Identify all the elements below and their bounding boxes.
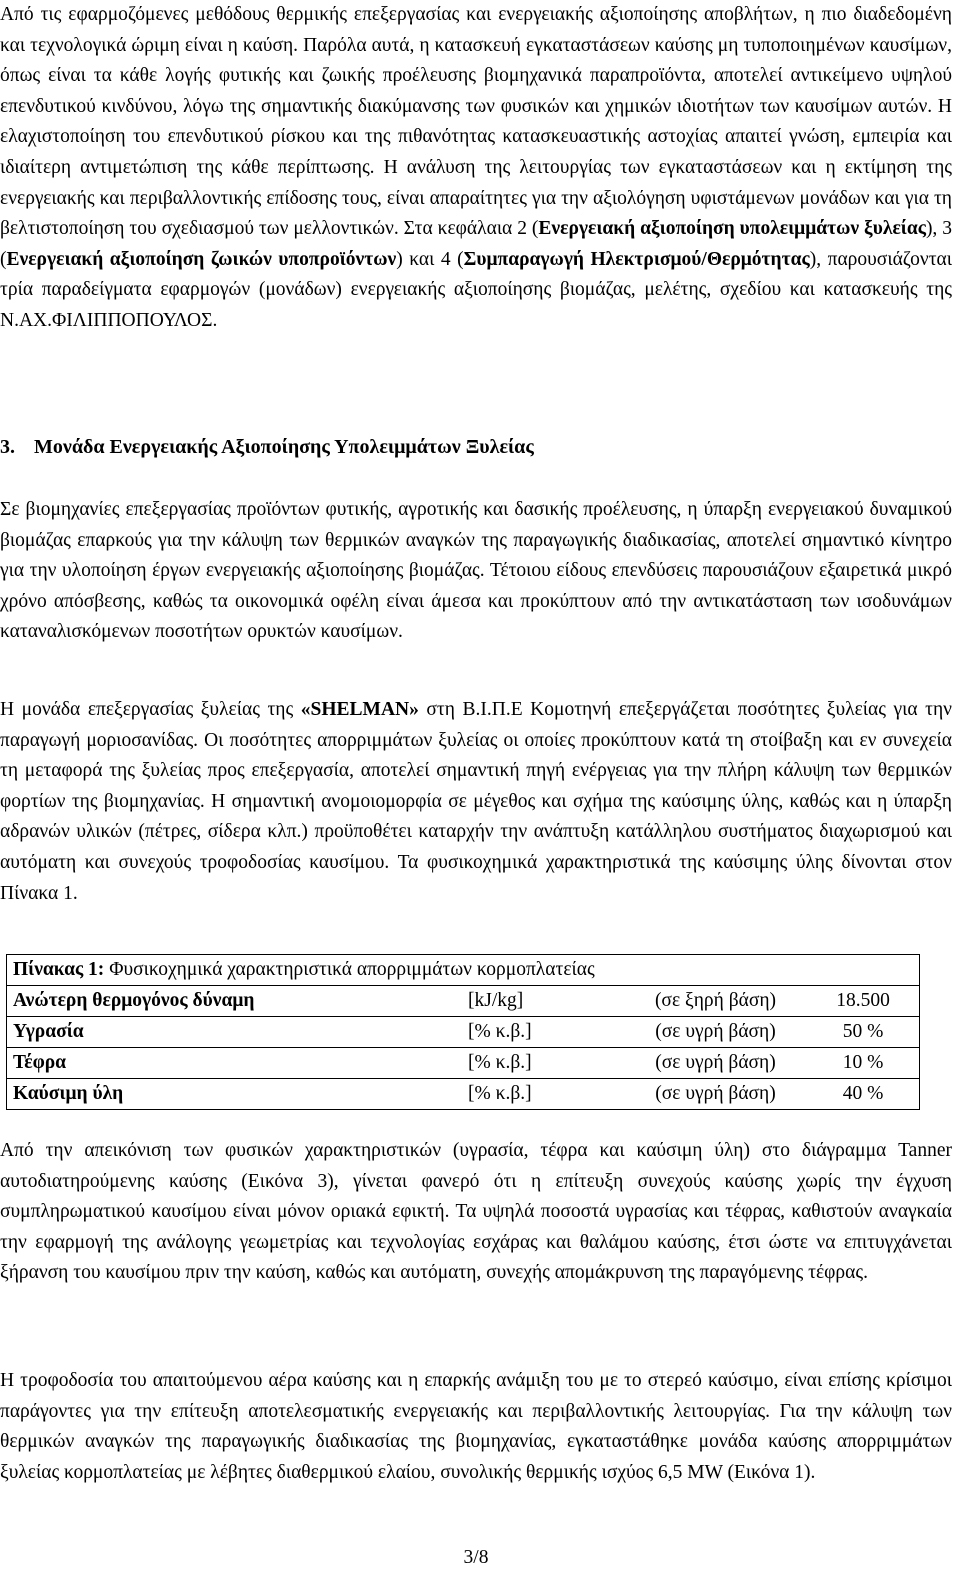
table-row: [7, 1017, 920, 1048]
row-unit: [% κ.β.]: [468, 1052, 532, 1073]
intro-text-d: ), παρουσιάζονται τρία παραδείγματα εφαρμογών (μονάδων) ενεργειακής αξιοποίησης βιομάζας, μελέτης, σχεδίου και κατασκευής της Ν.ΑΧ.ΦΙΛΙΠΠΟΠΟΥΛΟΣ.: [0, 248, 953, 331]
page-number: 3/8: [463, 1547, 489, 1568]
row-unit: [% κ.β.]: [468, 1021, 532, 1042]
paragraph-industries: Σε βιομηχανίες επεξεργασίας προϊόντων φυτικής, αγροτικής και δασικής προέλευσης, η ύπαρξη ενεργειακού δυναμικού βιομάζας επαρκούς για την κάλυψη των θερμικών αναγκών της παραγωγικής διαδικασίας, αποτελεί σημαντικό κίνητρο για την υλοποίηση έργων ενεργειακής αξιοποίησης βιομάζας. Τέτοιου είδους επενδύσεις παρουσιάζουν εξαιρετικά μικρό χρόνο απόσβεσης, καθώς τα οικονομικά οφέλη είναι άμεσα και προκύπτουν από την αντικατάσταση των ισοδυνάμων καταναλισκόμενων ποσοτήτων ορυκτών καυσίμων.: [0, 499, 952, 643]
intro-text-b: ), 3 (: [0, 218, 952, 270]
section-number: 3.: [0, 436, 15, 458]
fuel-properties-table: [6, 954, 920, 1110]
section-heading: [0, 432, 534, 462]
row-basis: (σε υγρή βάση): [655, 1021, 776, 1042]
row-value: 40 %: [842, 1083, 884, 1104]
row-value: 50 %: [842, 1021, 884, 1042]
shelman-name: «SHELMAN»: [300, 699, 419, 720]
chapter-2-title: Ενεργειακή αξιοποίηση υπολειμμάτων ξυλείας: [538, 218, 926, 240]
paragraph-shelman: [0, 695, 952, 909]
row-basis: (σε ξηρή βάση): [654, 990, 777, 1011]
table-caption-row: [7, 955, 920, 986]
row-name: Καύσιμη ύλη: [13, 1083, 124, 1104]
table-row: [7, 1048, 920, 1079]
table-caption: [7, 955, 920, 986]
table-row: [7, 1079, 920, 1110]
intro-text-a: Από τις εφαρμοζόμενες μεθόδους θερμικής επεξεργασίας και ενεργειακής αξιοποίησης αποβλήτων, η πιο διαδεδομένη και τεχνολογικά ώριμη είναι η καύση. Παρόλα αυτά, η κατασκευή εγκαταστάσεων καύσης μη τυποποιημένων καυσίμων, όπως είναι τα κάθε λογής φυτικής και ζωικής προέλευσης βιομηχανικά παραπροϊόντα, αποτελεί αντικείμενο υψηλού επενδυτικού κινδύνου, λόγω της σημαντικής διακύμανσης των φυσικών και χημικών ιδιοτήτων των καυσίμων αυτών. Η ελαχιστοποίηση του επενδυτικού ρίσκου και της πιθανότητας κατασκευαστικής αστοχίας απαιτεί γνώση, εμπειρία και ιδιαίτερη αντιμετώπιση της κάθε περίπτωσης. Η ανάλυση της λειτουργίας των εγκαταστάσεων και η εκτίμηση της ενεργειακής και περιβαλλοντικής επίδοσης τους, είναι απαραίτητες για την αξιολόγηση υφιστάμενων μονάδων και για τη βελτιστοποίηση του σχεδιασμού των μελλοντικών. Στα κεφάλαια 2 (: [0, 4, 952, 240]
intro-paragraph: [0, 0, 952, 337]
intro-text-c: ) και 4 (: [396, 248, 464, 270]
table-caption-text: Φυσικοχημικά χαρακτηριστικά απορριμμάτων κορμοπλατείας: [104, 959, 595, 980]
row-name: Τέφρα: [13, 1052, 67, 1073]
section-title: Μονάδα Ενεργειακής Αξιοποίησης Υπολειμμάτων Ξυλείας: [34, 436, 534, 458]
paragraph-combustion-air: Η τροφοδοσία του απαιτούμενου αέρα καύσης και η επαρκής ανάμιξη του με το στερεό καύσιμο, είναι επίσης κρίσιμοι παράγοντες για την επίτευξη αποτελεσματικής ενεργειακής και περιβαλλοντικής λειτουργίας. Για την κάλυψη των θερμικών αναγκών της παραγωγικής διαδικασίας της βιομηχανίας, εγκαταστάθηκε μονάδα καύσης απορριμμάτων ξυλείας κορμοπλατείας με λέβητες διαθερμικού ελαίου, συνολικής θερμικής ισχύος 6,5 MW (Εικόνα 1).: [0, 1370, 952, 1483]
row-basis: (σε υγρή βάση): [655, 1052, 776, 1073]
chapter-4-title: Συμπαραγωγή Ηλεκτρισμού/Θερμότητας: [463, 248, 810, 270]
row-unit: [kJ/kg]: [468, 990, 524, 1011]
row-name: Ανώτερη θερμογόνος δύναμη: [13, 990, 255, 1011]
paragraph-tanner: Από την απεικόνιση των φυσικών χαρακτηριστικών (υγρασία, τέφρα και καύσιμη ύλη) στο διάγραμμα Tanner αυτοδιατηρούμενης καύσης (Εικόνα 3), γίνεται φανερό ότι η επίτευξη συνεχούς καύσης χωρίς την έγχυση συμπληρωματικού καυσίμου είναι μόνον οριακά εφικτή. Τα υψηλά ποσοστά υγρασίας και τέφρας, καθιστούν αναγκαία την εφαρμογή της ανάλογης γεωμετρίας και τεχνολογίας εσχάρας και θαλάμου καύσης, έτσι ώστε να επιτυγχάνεται ξήρανση του καυσίμου πριν την καύση, καθώς και αυτόματη, συνεχής απομάκρυνση της παραγόμενης τέφρας.: [0, 1140, 952, 1284]
table-caption-label: Πίνακας 1:: [13, 959, 105, 980]
shelman-text-b: στη Β.Ι.Π.Ε Κομοτηνή επεξεργάζεται ποσότητες ξυλείας για την παραγωγή μοριοσανίδας. Οι ποσότητες απορριμμάτων ξυλείας οι οποίες προκύπτουν κατά τη στοίβαξη και εν συνεχεία τη μεταφορά της ξυλείας προς επεξεργασία, αποτελεί σημαντική πηγή ενέργειας για την πλήρη κάλυψη των θερμικών φορτίων της βιομηχανίας. Η σημαντική ανομοιομορφία σε μέγεθος και σχήμα της καύσιμης ύλης, καθώς και η ύπαρξη αδρανών υλικών (πέτρες, σίδερα κλπ.) προϋποθέτει καταρχήν την ανάπτυξη κατάλληλου συστήματος διαχωρισμού και αυτόματη και συνεχούς τροφοδοσίας καυσίμου. Τα φυσικοχημικά χαρακτηριστικά της καύσιμης ύλης δίνονται στον Πίνακα 1.: [0, 699, 952, 904]
shelman-text-a: Η μονάδα επεξεργασίας ξυλείας της: [0, 699, 301, 720]
row-value: 10 %: [842, 1052, 884, 1073]
row-name: Υγρασία: [13, 1021, 84, 1042]
table-row: [7, 986, 920, 1017]
row-basis: (σε υγρή βάση): [655, 1083, 776, 1104]
row-value: 18.500: [836, 990, 890, 1011]
chapter-3-title: Ενεργειακή αξιοποίηση ζωικών υποπροϊόντων: [6, 248, 397, 270]
row-unit: [% κ.β.]: [468, 1083, 532, 1104]
